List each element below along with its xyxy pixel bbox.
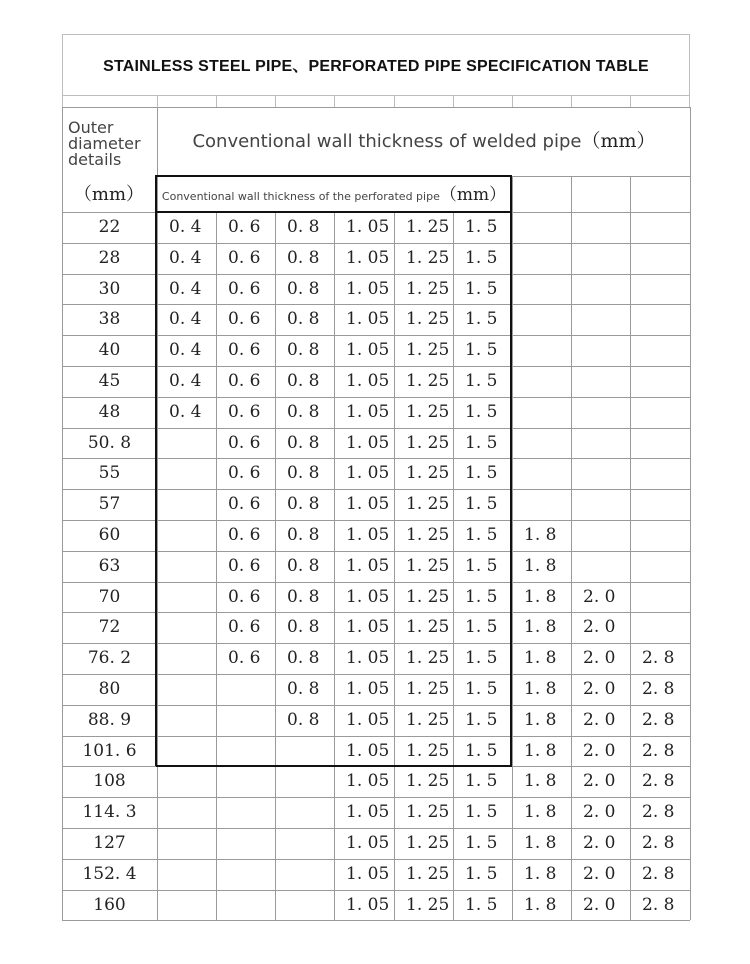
wall-thickness-cell	[571, 458, 630, 489]
wall-thickness-cell: 1. 5	[465, 371, 498, 391]
wall-thickness-cell	[216, 859, 275, 890]
wall-thickness-cell: 1. 5	[465, 217, 498, 237]
spacer-cell	[157, 95, 216, 107]
wall-thickness-cell: 0. 6	[228, 217, 261, 237]
wall-thickness-cell: 0. 8	[287, 278, 320, 299]
outer-diameter-cell: 108	[93, 771, 126, 792]
wall-thickness-cell: 1. 05	[346, 894, 390, 915]
wall-thickness-cell	[571, 397, 630, 428]
wall-thickness-cell: 2. 8	[642, 648, 675, 669]
wall-thickness-cell: 2. 0	[583, 709, 616, 730]
wall-thickness-cell: 2. 0	[583, 679, 616, 699]
wall-thickness-cell: 2. 8	[642, 894, 675, 915]
wall-thickness-cell: 0. 6	[228, 432, 261, 453]
wall-thickness-cell	[216, 828, 275, 859]
wall-thickness-cell: 1. 5	[465, 432, 498, 453]
wall-thickness-cell: 0. 4	[169, 247, 202, 268]
wall-thickness-cell: 1. 05	[346, 401, 390, 422]
wall-thickness-cell: 0. 4	[169, 278, 202, 299]
wall-thickness-cell: 1. 05	[346, 494, 390, 515]
spacer-cell	[216, 95, 275, 107]
wall-thickness-cell	[571, 489, 630, 520]
wall-thickness-cell	[571, 366, 630, 397]
wall-thickness-cell	[571, 304, 630, 335]
wall-thickness-cell: 1. 8	[524, 679, 557, 699]
wall-thickness-cell: 0. 4	[169, 340, 202, 361]
wall-thickness-cell	[630, 243, 690, 274]
wall-thickness-cell: 1. 8	[524, 709, 557, 730]
wall-thickness-cell: 0. 4	[169, 217, 202, 237]
wall-thickness-cell	[275, 890, 334, 921]
wall-thickness-cell	[157, 582, 216, 613]
wall-thickness-cell: 2. 8	[642, 709, 675, 730]
wall-thickness-cell: 1. 8	[524, 586, 557, 607]
wall-thickness-cell: 1. 05	[346, 709, 390, 730]
wall-thickness-cell	[216, 890, 275, 921]
wall-thickness-cell: 1. 5	[465, 340, 498, 361]
wall-thickness-cell	[512, 428, 571, 459]
perforated-header-label: Conventional wall thickness of the perforated pipe	[161, 190, 440, 203]
wall-thickness-cell	[630, 397, 690, 428]
wall-thickness-cell: 2. 8	[642, 863, 675, 884]
wall-thickness-cell	[630, 520, 690, 551]
wall-thickness-cell: 1. 25	[406, 463, 450, 484]
wall-thickness-cell	[630, 335, 690, 366]
wall-thickness-cell: 1. 5	[465, 278, 498, 299]
wall-thickness-cell	[630, 304, 690, 335]
wall-thickness-cell: 0. 8	[287, 586, 320, 607]
wall-thickness-cell: 1. 05	[346, 555, 390, 576]
wall-thickness-cell: 0. 8	[287, 340, 320, 361]
wall-thickness-cell	[157, 674, 216, 705]
wall-thickness-cell: 1. 25	[406, 494, 450, 515]
wall-thickness-cell: 0. 4	[169, 309, 202, 330]
wall-thickness-cell: 2. 0	[583, 740, 616, 761]
wall-thickness-cell: 1. 05	[346, 309, 390, 330]
outer-diameter-cell: 72	[98, 617, 121, 638]
wall-thickness-cell: 2. 0	[583, 833, 616, 853]
wall-thickness-cell: 1. 25	[406, 247, 450, 268]
wall-thickness-cell: 1. 8	[524, 555, 557, 576]
wall-thickness-cell	[275, 797, 334, 828]
wall-thickness-cell: 1. 5	[465, 894, 498, 915]
wall-thickness-cell: 0. 8	[287, 525, 320, 545]
wall-thickness-cell	[571, 428, 630, 459]
wall-thickness-cell	[157, 643, 216, 674]
wall-thickness-cell: 1. 5	[465, 679, 498, 699]
wall-thickness-cell	[157, 489, 216, 520]
wall-thickness-cell: 1. 5	[465, 586, 498, 607]
wall-thickness-cell: 0. 8	[287, 463, 320, 484]
wall-thickness-cell	[571, 335, 630, 366]
welded-header-unit: （mm）	[581, 130, 656, 152]
outer-diameter-cell: 114. 3	[82, 802, 137, 823]
wall-thickness-cell	[630, 489, 690, 520]
outer-diameter-cell: 101. 6	[82, 740, 137, 761]
wall-thickness-cell: 1. 5	[465, 863, 498, 884]
wall-thickness-cell: 1. 8	[524, 833, 557, 853]
wall-thickness-cell	[216, 736, 275, 767]
wall-thickness-cell	[275, 859, 334, 890]
wall-thickness-cell: 1. 05	[346, 833, 390, 853]
wall-thickness-cell: 1. 25	[406, 371, 450, 391]
wall-thickness-cell: 1. 25	[406, 401, 450, 422]
wall-thickness-cell: 0. 8	[287, 371, 320, 391]
wall-thickness-cell: 2. 0	[583, 771, 616, 792]
wall-thickness-cell: 1. 5	[465, 401, 498, 422]
wall-thickness-cell	[512, 366, 571, 397]
wall-thickness-cell: 1. 05	[346, 432, 390, 453]
wall-thickness-cell: 1. 25	[406, 432, 450, 453]
wall-thickness-cell	[512, 212, 571, 243]
wall-thickness-cell	[216, 797, 275, 828]
wall-thickness-cell: 1. 25	[406, 802, 450, 823]
wall-thickness-cell: 1. 8	[524, 525, 557, 545]
wall-thickness-cell: 2. 0	[583, 586, 616, 607]
wall-thickness-cell: 1. 25	[406, 740, 450, 761]
wall-thickness-cell	[571, 212, 630, 243]
wall-thickness-cell: 2. 8	[642, 802, 675, 823]
wall-thickness-cell: 2. 8	[642, 833, 675, 853]
wall-thickness-cell: 0. 8	[287, 709, 320, 730]
wall-thickness-cell: 1. 5	[465, 740, 498, 761]
wall-thickness-cell: 1. 5	[465, 247, 498, 268]
spacer-cell	[394, 95, 453, 107]
wall-thickness-cell: 1. 05	[346, 617, 390, 638]
wall-thickness-cell	[216, 674, 275, 705]
wall-thickness-cell	[630, 428, 690, 459]
outer-diameter-cell: 70	[98, 586, 121, 607]
wall-thickness-cell	[630, 612, 690, 643]
wall-thickness-cell: 1. 5	[465, 802, 498, 823]
outer-diameter-label: Outer diameter details	[68, 118, 141, 169]
outer-diameter-cell: 152. 4	[82, 863, 137, 884]
wall-thickness-cell	[512, 489, 571, 520]
spacer-edge	[689, 95, 690, 107]
wall-thickness-cell	[571, 551, 630, 582]
wall-thickness-cell: 1. 05	[346, 586, 390, 607]
wall-thickness-cell	[512, 274, 571, 305]
wall-thickness-cell	[275, 828, 334, 859]
wall-thickness-cell: 1. 25	[406, 555, 450, 576]
wall-thickness-cell: 1. 8	[524, 771, 557, 792]
wall-thickness-cell: 1. 5	[465, 771, 498, 792]
wall-thickness-cell: 1. 05	[346, 247, 390, 268]
wall-thickness-cell	[275, 766, 334, 797]
wall-thickness-cell: 1. 5	[465, 309, 498, 330]
wall-thickness-cell	[630, 458, 690, 489]
wall-thickness-cell: 0. 8	[287, 247, 320, 268]
wall-thickness-cell	[512, 397, 571, 428]
spacer-cell	[630, 95, 690, 107]
wall-thickness-cell: 1. 5	[465, 494, 498, 515]
outer-diameter-cell: 40	[98, 340, 121, 361]
wall-thickness-cell: 1. 05	[346, 525, 390, 545]
wall-thickness-cell: 1. 05	[346, 863, 390, 884]
wall-thickness-cell: 1. 25	[406, 709, 450, 730]
wall-thickness-cell: 0. 6	[228, 401, 261, 422]
wall-thickness-cell	[630, 582, 690, 613]
wall-thickness-cell: 0. 6	[228, 617, 261, 638]
wall-thickness-cell: 0. 8	[287, 648, 320, 669]
wall-thickness-cell: 1. 25	[406, 648, 450, 669]
wall-thickness-cell	[157, 458, 216, 489]
wall-thickness-cell: 0. 8	[287, 432, 320, 453]
wall-thickness-cell: 0. 8	[287, 555, 320, 576]
wall-thickness-cell	[157, 828, 216, 859]
wall-thickness-cell	[157, 797, 216, 828]
wall-thickness-cell: 1. 05	[346, 771, 390, 792]
wall-thickness-cell: 0. 6	[228, 309, 261, 330]
wall-thickness-cell: 1. 5	[465, 463, 498, 484]
wall-thickness-cell: 1. 25	[406, 833, 450, 853]
wall-thickness-cell: 1. 25	[406, 863, 450, 884]
wall-thickness-cell: 1. 5	[465, 833, 498, 853]
wall-thickness-cell: 1. 05	[346, 340, 390, 361]
wall-thickness-cell	[157, 890, 216, 921]
spacer-cell	[62, 95, 157, 107]
welded-header-label: Conventional wall thickness of welded pipe	[192, 131, 582, 152]
wall-thickness-cell	[216, 766, 275, 797]
wall-thickness-cell: 1. 25	[406, 771, 450, 792]
outer-diameter-cell: 160	[93, 894, 126, 915]
wall-thickness-cell: 1. 25	[406, 340, 450, 361]
spacer-cell	[453, 95, 512, 107]
wall-thickness-cell: 0. 4	[169, 401, 202, 422]
outer-diameter-cell: 28	[98, 247, 121, 268]
wall-thickness-cell: 1. 8	[524, 894, 557, 915]
wall-thickness-cell: 1. 05	[346, 371, 390, 391]
wall-thickness-cell	[157, 612, 216, 643]
wall-thickness-cell: 0. 4	[169, 371, 202, 391]
wall-thickness-cell: 0. 8	[287, 679, 320, 699]
wall-thickness-cell: 0. 6	[228, 555, 261, 576]
wall-thickness-cell: 1. 05	[346, 740, 390, 761]
outer-diameter-cell: 22	[98, 217, 121, 237]
wall-thickness-cell: 2. 8	[642, 679, 675, 699]
wall-thickness-cell	[512, 243, 571, 274]
outer-diameter-unit: （mm）	[73, 184, 145, 205]
wall-thickness-cell	[630, 551, 690, 582]
wall-thickness-cell	[157, 551, 216, 582]
wall-thickness-cell: 1. 8	[524, 802, 557, 823]
wall-thickness-cell: 2. 0	[583, 863, 616, 884]
wall-thickness-cell	[157, 736, 216, 767]
wall-thickness-cell	[571, 274, 630, 305]
outer-diameter-cell: 76. 2	[87, 648, 132, 669]
header-split-line	[510, 176, 690, 177]
perforated-box-top	[156, 175, 512, 177]
wall-thickness-cell: 1. 25	[406, 309, 450, 330]
wall-thickness-cell: 0. 6	[228, 586, 261, 607]
wall-thickness-cell	[571, 243, 630, 274]
wall-thickness-cell: 2. 8	[642, 771, 675, 792]
wall-thickness-cell: 1. 5	[465, 617, 498, 638]
wall-thickness-cell	[630, 274, 690, 305]
wall-thickness-cell	[157, 705, 216, 736]
wall-thickness-cell: 2. 8	[642, 740, 675, 761]
wall-thickness-cell: 0. 6	[228, 247, 261, 268]
wall-thickness-cell: 0. 6	[228, 278, 261, 299]
wall-thickness-cell: 1. 05	[346, 278, 390, 299]
wall-thickness-cell: 1. 5	[465, 525, 498, 545]
outer-diameter-cell: 57	[98, 494, 121, 515]
wall-thickness-cell: 0. 6	[228, 494, 261, 515]
perforated-wall-thickness-header	[158, 180, 510, 205]
wall-thickness-cell: 1. 25	[406, 679, 450, 699]
wall-thickness-cell: 1. 05	[346, 217, 390, 237]
wall-thickness-cell: 0. 6	[228, 648, 261, 669]
wall-thickness-cell: 1. 05	[346, 802, 390, 823]
outer-diameter-cell: 38	[98, 309, 121, 330]
wall-thickness-cell: 2. 0	[583, 648, 616, 669]
outer-diameter-cell: 80	[98, 679, 121, 699]
wall-thickness-cell: 1. 05	[346, 463, 390, 484]
welded-wall-thickness-header	[158, 126, 690, 153]
wall-thickness-cell: 1. 25	[406, 278, 450, 299]
outer-diameter-cell: 60	[98, 525, 121, 545]
outer-diameter-cell: 88. 9	[87, 709, 132, 730]
right-border	[690, 107, 691, 920]
outer-diameter-cell: 50. 8	[87, 432, 132, 453]
wall-thickness-cell: 1. 8	[524, 863, 557, 884]
wall-thickness-cell: 0. 6	[228, 340, 261, 361]
wall-thickness-cell: 1. 8	[524, 648, 557, 669]
wall-thickness-cell: 1. 05	[346, 679, 390, 699]
spacer-cell	[512, 95, 571, 107]
wall-thickness-cell	[630, 366, 690, 397]
outer-diameter-cell: 127	[93, 833, 126, 853]
wall-thickness-cell	[512, 458, 571, 489]
perforated-header-unit: （mm）	[439, 185, 507, 205]
spacer-cell	[275, 95, 334, 107]
wall-thickness-cell: 1. 8	[524, 740, 557, 761]
wall-thickness-cell: 2. 0	[583, 802, 616, 823]
wall-thickness-cell	[157, 520, 216, 551]
wall-thickness-cell: 2. 0	[583, 617, 616, 638]
outer-diameter-cell: 63	[98, 555, 121, 576]
outer-diameter-cell: 30	[98, 278, 121, 299]
wall-thickness-cell	[216, 705, 275, 736]
table-title: STAINLESS STEEL PIPE、PERFORATED PIPE SPECIFICATION TABLE	[103, 58, 649, 75]
wall-thickness-cell	[157, 428, 216, 459]
wall-thickness-cell: 1. 5	[465, 709, 498, 730]
wall-thickness-cell: 0. 6	[228, 463, 261, 484]
outer-diameter-cell: 55	[98, 463, 121, 484]
spacer-cell	[334, 95, 394, 107]
wall-thickness-cell	[512, 304, 571, 335]
wall-thickness-cell: 1. 25	[406, 617, 450, 638]
wall-thickness-cell: 0. 6	[228, 371, 261, 391]
wall-thickness-cell: 0. 8	[287, 217, 320, 237]
wall-thickness-cell: 1. 5	[465, 648, 498, 669]
wall-thickness-cell: 0. 8	[287, 309, 320, 330]
wall-thickness-cell: 0. 8	[287, 494, 320, 515]
wall-thickness-cell: 1. 25	[406, 217, 450, 237]
wall-thickness-cell: 0. 6	[228, 525, 261, 545]
wall-thickness-cell: 1. 25	[406, 894, 450, 915]
outer-diameter-cell: 48	[98, 401, 121, 422]
wall-thickness-cell: 0. 8	[287, 401, 320, 422]
wall-thickness-cell: 1. 05	[346, 648, 390, 669]
wall-thickness-cell: 0. 8	[287, 617, 320, 638]
wall-thickness-cell: 1. 8	[524, 617, 557, 638]
wall-thickness-cell	[512, 335, 571, 366]
wall-thickness-cell	[157, 859, 216, 890]
wall-thickness-cell	[157, 766, 216, 797]
wall-thickness-cell: 1. 25	[406, 525, 450, 545]
wall-thickness-cell: 1. 25	[406, 586, 450, 607]
wall-thickness-cell	[275, 736, 334, 767]
wall-thickness-cell: 2. 0	[583, 894, 616, 915]
outer-diameter-cell: 45	[98, 371, 121, 391]
spacer-cell	[571, 95, 630, 107]
wall-thickness-cell	[630, 212, 690, 243]
wall-thickness-cell	[571, 520, 630, 551]
wall-thickness-cell: 1. 5	[465, 555, 498, 576]
